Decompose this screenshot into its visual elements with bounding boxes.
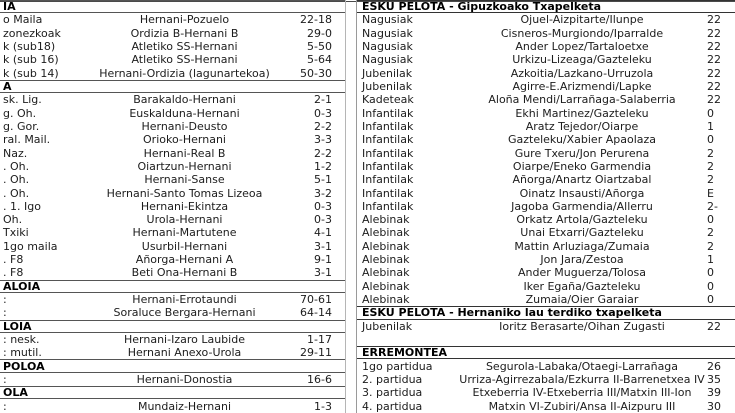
score: 1 — [707, 253, 714, 267]
score: 16-6 — [307, 372, 332, 386]
score: 70-61 — [300, 293, 332, 307]
section-header — [0, 80, 345, 93]
matchup: Matxin VI-Zubiri/Ansa II-Aizpuru III — [488, 399, 676, 413]
score: 64-14 — [300, 306, 332, 320]
result-row — [0, 293, 345, 306]
score: 1-17 — [307, 332, 332, 346]
result-row — [0, 240, 345, 253]
result-row — [357, 160, 735, 173]
result-row — [0, 160, 345, 173]
matchup: Hernani-Sanse — [144, 173, 225, 187]
matchup: Hernani-Izaro Laubide — [124, 332, 245, 346]
score: 22 — [707, 80, 721, 94]
category-label: Alebinak — [362, 226, 410, 240]
score: E — [707, 186, 714, 200]
matchup: Atletiko SS-Hernani — [131, 40, 238, 54]
category-label: Nagusiak — [362, 53, 413, 67]
result-row — [0, 346, 345, 359]
matchup: Hernani Anexo-Urola — [127, 346, 242, 360]
matchup: Zumaia/Oier Garaiar — [525, 293, 639, 307]
category-label: : — [3, 306, 7, 320]
category-label: Infantilak — [362, 133, 414, 147]
result-row — [0, 173, 345, 186]
category-label: o Maila — [3, 13, 43, 27]
matchup: Jagoba Garmendia/Allerru — [511, 199, 653, 213]
section-header — [357, 346, 735, 359]
category-label: Jubenilak — [362, 319, 413, 333]
result-row — [0, 373, 345, 386]
result-row — [0, 133, 345, 146]
category-label: : mutil. — [3, 346, 42, 360]
score: 3-3 — [314, 133, 332, 147]
score: 26 — [707, 359, 721, 373]
category-label: Infantilak — [362, 173, 414, 187]
result-row — [357, 107, 735, 120]
matchup: Hernani-Donostia — [136, 372, 233, 386]
matchup: Oiartzun-Hernani — [137, 159, 232, 173]
score: 3-1 — [314, 266, 332, 280]
category-label: k (sub 14) — [3, 66, 59, 80]
result-row — [357, 27, 735, 40]
category-label: . F8 — [3, 253, 24, 267]
category-label: Infantilak — [362, 186, 414, 200]
score: 39 — [707, 386, 721, 400]
category-label: k (sub 16) — [3, 53, 59, 67]
section-header — [0, 359, 345, 372]
matchup: Ordizia B-Hernani B — [130, 26, 239, 40]
score: 0 — [707, 266, 714, 280]
score: 5-50 — [307, 40, 332, 54]
category-label: g. Oh. — [3, 106, 37, 120]
matchup: Oinatz Insausti/Añorga — [519, 186, 645, 200]
category-label: Alebinak — [362, 266, 410, 280]
score: 2 — [707, 159, 714, 173]
matchup: Ander Lopez/Tartaloetxe — [515, 40, 649, 54]
result-row — [357, 40, 735, 53]
score: 0-3 — [314, 213, 332, 227]
section-title: LOIA — [3, 319, 32, 333]
score: 22 — [707, 26, 721, 40]
score: 0 — [707, 279, 714, 293]
matchup: Añorga-Hernani A — [135, 253, 234, 267]
matchup: Cisneros-Murgiondo/Iparralde — [500, 26, 664, 40]
category-label: Infantilak — [362, 146, 414, 160]
matchup: Orkatz Artola/Gazteleku — [516, 213, 648, 227]
category-label: ral. Mail. — [3, 133, 51, 147]
score: 4-1 — [314, 226, 332, 240]
matchup: Segurola-Labaka/Otaegi-Larrañaga — [485, 359, 679, 373]
category-label: . 1. Igo — [3, 199, 41, 213]
category-label: Infantilak — [362, 119, 414, 133]
score: 1-3 — [314, 399, 332, 413]
matchup: Mundaiz-Hernani — [137, 399, 232, 413]
category-label: Alebinak — [362, 239, 410, 253]
matchup: Aratz Tejedor/Oiarpe — [525, 119, 639, 133]
matchup: Usurbil-Hernani — [141, 239, 228, 253]
matchup: Atletiko SS-Hernani — [131, 53, 238, 67]
result-row — [357, 373, 735, 386]
category-label: Jubenilak — [362, 80, 413, 94]
category-label: 4. partidua — [362, 399, 423, 413]
section-title: IA — [3, 0, 16, 14]
matchup: Etxeberria IV-Etxeberria III/Matxin III-Ion — [472, 386, 692, 400]
score: 2 — [707, 146, 714, 160]
result-row — [357, 173, 735, 186]
result-row — [357, 359, 735, 372]
category-label: . Oh. — [3, 159, 30, 173]
score: 0-3 — [314, 106, 332, 120]
score: 0 — [707, 106, 714, 120]
result-row — [0, 266, 345, 279]
matchup: Hernani-Santo Tomas Lizeoa — [106, 186, 263, 200]
result-row — [357, 213, 735, 226]
score: 2-1 — [314, 93, 332, 107]
blank-row — [357, 333, 735, 346]
score: 50-30 — [300, 66, 332, 80]
score: 22 — [707, 40, 721, 54]
score: 1 — [707, 119, 714, 133]
category-label: : — [3, 372, 7, 386]
matchup: Orioko-Hernani — [143, 133, 226, 147]
section-header — [0, 320, 345, 333]
result-row — [357, 133, 735, 146]
result-row — [0, 333, 345, 346]
result-row — [0, 27, 345, 40]
matchup: Aloña Mendi/Larrañaga-Salaberria — [488, 93, 676, 107]
result-row — [357, 253, 735, 266]
result-row — [357, 146, 735, 159]
section-title: OLA — [3, 386, 28, 400]
matchup: Jon Jara/Zestoa — [540, 253, 624, 267]
matchup: Gure Txeru/Jon Perurena — [514, 146, 650, 160]
score: 2 — [707, 226, 714, 240]
section-title: A — [3, 80, 12, 94]
category-label: Infantilak — [362, 106, 414, 120]
score: 22-18 — [300, 13, 332, 27]
category-label: Jubenilak — [362, 66, 413, 80]
score: 2-2 — [314, 146, 332, 160]
result-row — [0, 120, 345, 133]
category-label: 1go partidua — [362, 359, 433, 373]
section-header — [0, 280, 345, 293]
matchup: Hernani-Errotaundi — [132, 293, 237, 307]
result-row — [0, 13, 345, 26]
score: 3-2 — [314, 186, 332, 200]
category-label: Nagusiak — [362, 40, 413, 54]
score: 22 — [707, 13, 721, 27]
matchup: Ekhi Martinez/Gazteleku — [515, 106, 649, 120]
category-label: Infantilak — [362, 199, 414, 213]
category-label: Infantilak — [362, 159, 414, 173]
score: 3-1 — [314, 239, 332, 253]
result-row — [357, 266, 735, 279]
category-label: Kadeteak — [362, 93, 414, 107]
category-label: Txiki — [3, 226, 29, 240]
score: 35 — [707, 372, 721, 386]
category-label: Alebinak — [362, 253, 410, 267]
category-label: . Oh. — [3, 186, 30, 200]
score: 22 — [707, 53, 721, 67]
matchup: Azkoitia/Lazkano-Urruzola — [510, 66, 654, 80]
result-row — [357, 226, 735, 239]
matchup: Mattin Arluziaga/Zumaia — [514, 239, 650, 253]
section-header — [357, 0, 735, 13]
matchup: Hernani-Martutene — [132, 226, 237, 240]
category-label: . F8 — [3, 266, 24, 280]
result-row — [0, 107, 345, 120]
result-row — [0, 306, 345, 319]
category-label: . Oh. — [3, 173, 30, 187]
section-header — [0, 0, 345, 13]
matchup: Barakaldo-Hernani — [133, 93, 236, 107]
result-row — [357, 67, 735, 80]
section-title: ESKU PELOTA - Gipuzkoako Txapelketa — [362, 0, 602, 14]
score: 0 — [707, 133, 714, 147]
score: 5-64 — [307, 53, 332, 67]
score: 22 — [707, 66, 721, 80]
score: 29-0 — [307, 26, 332, 40]
matchup: Hernani-Real B — [143, 146, 226, 160]
matchup: Hernani-Pozuelo — [139, 13, 230, 27]
category-label: g. Gor. — [3, 119, 40, 133]
matchup: Gazteleku/Xabier Apaolaza — [507, 133, 657, 147]
result-row — [357, 93, 735, 106]
matchup: Oiarpe/Eneko Garmendia — [512, 159, 652, 173]
result-row — [0, 146, 345, 159]
result-row — [357, 386, 735, 399]
score: 22 — [707, 319, 721, 333]
category-label: 2. partidua — [362, 372, 423, 386]
category-label: 3. partidua — [362, 386, 423, 400]
score: 2 — [707, 239, 714, 253]
section-header — [0, 386, 345, 399]
category-label: Nagusiak — [362, 13, 413, 27]
score: 9-1 — [314, 253, 332, 267]
section-title: ESKU PELOTA - Hernaniko lau terdiko txapelketa — [362, 306, 662, 320]
result-row — [357, 186, 735, 199]
score: 0 — [707, 213, 714, 227]
score: 2 — [707, 173, 714, 187]
score: 1-2 — [314, 159, 332, 173]
result-row — [0, 67, 345, 80]
matchup: Iker Egaña/Gazteleku — [523, 279, 641, 293]
result-row — [0, 253, 345, 266]
category-label: k (sub18) — [3, 40, 56, 54]
result-row — [0, 53, 345, 66]
result-row — [0, 40, 345, 53]
result-row — [357, 240, 735, 253]
category-label: : nesk. — [3, 332, 40, 346]
result-row — [0, 186, 345, 199]
section-header — [357, 306, 735, 319]
score: 0 — [707, 293, 714, 307]
category-label: Oh. — [3, 213, 23, 227]
category-label: Naz. — [3, 146, 28, 160]
result-row — [0, 226, 345, 239]
result-row — [357, 280, 735, 293]
matchup: Agirre-E.Arizmendi/Lapke — [512, 80, 652, 94]
matchup: Hernani-Ekintza — [140, 199, 229, 213]
category-label: Alebinak — [362, 293, 410, 307]
score: 2-2 — [314, 119, 332, 133]
score: 5-1 — [314, 173, 332, 187]
matchup: Urola-Hernani — [146, 213, 223, 227]
score: 2- — [707, 199, 718, 213]
matchup: Beti Ona-Hernani B — [131, 266, 238, 280]
result-row — [357, 200, 735, 213]
result-row — [0, 200, 345, 213]
matchup: Ojuel-Aizpitarte/Ilunpe — [520, 13, 644, 27]
score: 30 — [707, 399, 721, 413]
result-row — [357, 293, 735, 306]
matchup: Urriza-Agirrezabala/Ezkurra II-Barrenetxea IV — [459, 372, 705, 386]
results-table-right — [356, 0, 735, 413]
matchup: Hernani-Deusto — [141, 119, 228, 133]
score: 0-3 — [314, 199, 332, 213]
section-title: ERREMONTEA — [362, 346, 448, 360]
category-label: Alebinak — [362, 213, 410, 227]
result-row — [0, 93, 345, 106]
matchup: Euskalduna-Hernani — [129, 106, 240, 120]
matchup: Urkizu-Lizeaga/Gazteleku — [512, 53, 652, 67]
score: 29-11 — [300, 346, 332, 360]
column-divider-line — [345, 0, 346, 413]
category-label: : — [3, 399, 7, 413]
result-row — [357, 53, 735, 66]
result-row — [0, 213, 345, 226]
score: 22 — [707, 93, 721, 107]
category-label: sk. Lig. — [3, 93, 42, 107]
result-row — [357, 320, 735, 333]
result-row — [357, 399, 735, 412]
matchup: Soraluce Bergara-Hernani — [113, 306, 256, 320]
category-label: zonezkoak — [3, 26, 61, 40]
category-label: Nagusiak — [362, 26, 413, 40]
results-table-left — [0, 0, 345, 413]
section-title: ALOIA — [3, 279, 41, 293]
category-label: Alebinak — [362, 279, 410, 293]
section-title: POLOA — [3, 359, 45, 373]
result-row — [357, 80, 735, 93]
category-label: 1go maila — [3, 239, 58, 253]
result-row — [357, 120, 735, 133]
result-row — [0, 399, 345, 412]
matchup: Ander Muguerza/Tolosa — [517, 266, 647, 280]
matchup: Añorga/Anartz Oiartzabal — [512, 173, 652, 187]
matchup: Ioritz Berasarte/Oihan Zugasti — [499, 319, 665, 333]
category-label: : — [3, 293, 7, 307]
matchup: Hernani-Ordizia (lagunartekoa) — [99, 66, 270, 80]
result-row — [357, 13, 735, 26]
matchup: Unai Etxarri/Gazteleku — [520, 226, 644, 240]
